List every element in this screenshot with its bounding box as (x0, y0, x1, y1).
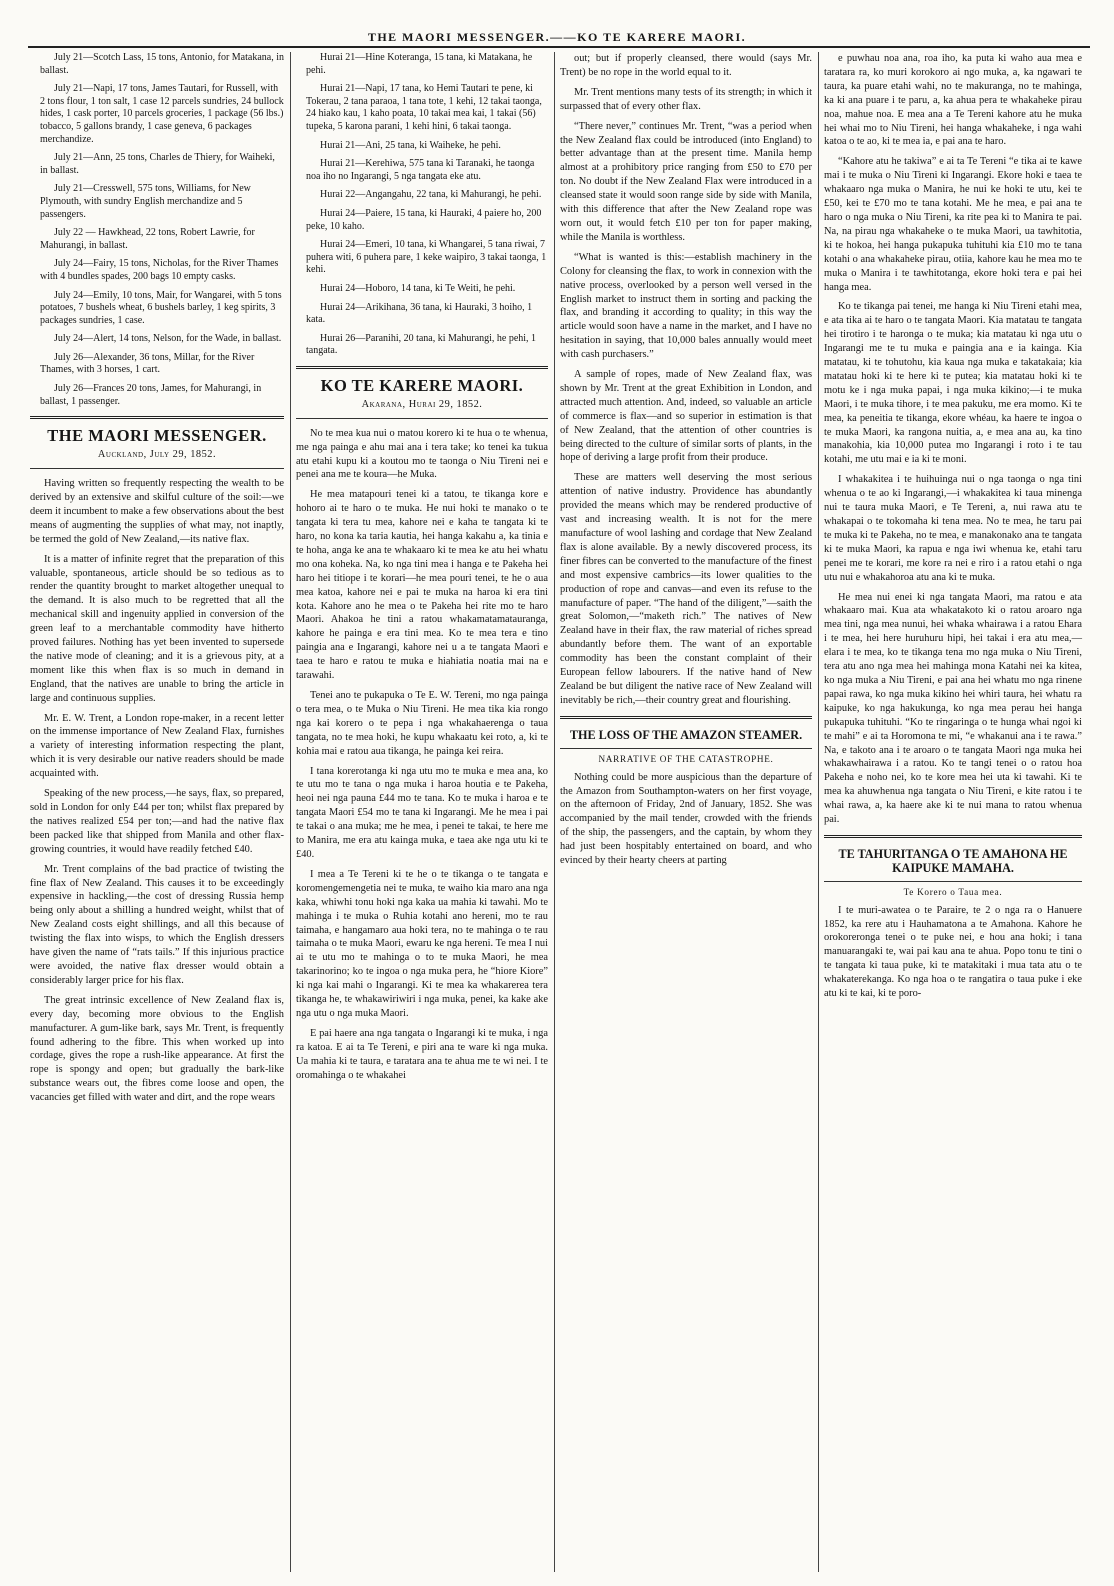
article-paragraph: I mea a Te Tereni ki te he o te tikanga o te tangata e koromengemengetia nei te muka, te waiho kia maro ana nga kaka, whiwhi tonu hoki nga kaka ua mahia ki tawahi. Mo te mahinga i te muka o Ruhia kotahi ano hereni, mo te rau taimaha, e hangamaro aua hoki tera, no te mahinga o te rau taimaha o te muka Maori, ewaru ke nga hereni. Te mea I nui ai te utu mo te mahinga o to te muka Maori, he mea takarinorino; ko te ingoa o nga muka pera, he “hiore Kiore” ki nga kai mahi o Ingarangi. Ki te mea ka whakarerea tera tikanga he, te whakawiriwiri i nga muka, penei, ka kake ake nga utu o nga muka Maori. (296, 868, 548, 1019)
amahona-narrative-paragraph: I te muri-awatea o te Paraire, te 2 o nga ra o Hanuere 1852, ka rere atu i Hauhamatona a te Amahona. Kahore he orokoreronga tenei o te puke nei, e hou ana hoki; i tana manuarangaki te, wai pai kau ana te ahua. Popo tonu te tini o te tangata ki taua puke, ki te matakitaki i mua tata atu o te whakaterekanga. Ko nga hoa o te rangatira o taua puke i eke atu ki te kai, ki te poro- (824, 904, 1082, 1000)
shipping-entry: Hurai 24—Arikihana, 36 tana, ki Hauraki, 3 hoiho, 1 kata. (306, 301, 533, 326)
article-paragraph: Speaking of the new process,—he says, flax, so prepared, sold in London for only £44 per ton; whilst flax prepared by the natives realized £54 per ton;—and had the native flax been packed like that shipped from Manila and other flax-growing countries, it would have readily fetched £40. (30, 788, 284, 855)
masthead-rule (30, 416, 284, 419)
article-paragraph: Tenei ano te pukapuka o Te E. W. Tereni, mo nga painga o tera mea, o te Muka o Niu Tireni. He mea tika kia rongo nga kai korero o te pepa i nga whakahaerenga o taua tangata, no te mea hoki, he kupu whakaatu kei roto, a, ki te kohia mai e ratou aua tikanga, he painga kei reira. (296, 690, 548, 757)
article-body-english (30, 477, 284, 1105)
article-paragraph: Mr. Trent mentions many tests of its strength; in which it surpassed that of every other flax. (560, 86, 812, 112)
article-paragraph: Mr. E. W. Trent, a London rope-maker, in a recent letter on the immense importance of New Zealand Flax, furnishes a variety of interesting information respecting the plant, which it is very desirable our native readers should be made acquainted with. (30, 712, 284, 780)
shipping-entry: July 21—Napi, 17 tons, James Tautari, for Russell, with 2 tons flour, 1 ton salt, 1 case 12 parcels sundries, 24 bullock hides, 1 cask porter, 10 parcels groceries, 1 package (56 lbs.) tobacco, 5 gallons brandy, 1 case geneva, 6 packages merchandize. (40, 83, 284, 145)
shipping-list-maori (296, 52, 548, 358)
shipping-entry: Hurai 24—Hoboro, 14 tana, ki Te Weiti, he pehi. (320, 282, 516, 294)
shipping-entry: July 21—Ann, 25 tons, Charles de Thiery, for Waiheki, in ballast. (40, 152, 275, 176)
column-3 (560, 52, 812, 868)
running-head: THE MAORI MESSENGER.——KO TE KARERE MAORI. (367, 30, 747, 44)
section-title-amazon: THE LOSS OF THE AMAZON STEAMER. (569, 727, 803, 742)
article-paragraph: These are matters well deserving the most serious attention of native industry. Providence has abundantly provided the means which may be rendered productive of vast and increasing wealth. It is not for the mere manufacture of wool lashing and cordage that New Zealand flax is alone available. By a newly discovered process, its finer fibres can be converted to the manufacture of the finest and most expensive cambrics—its lower qualities to the production of rope and canvas—and even its refuse to the manufacture of paper. “The hand of the diligent,”—saith the great Solomon,—“maketh rich.” The natives of New Zealand have in their flax, the raw material of riches spread abundantly before them. The want of an exportable commodity has been the constant complaint of their European fellow labourers. If the native hand of New Zealand be but diligent the native race of New Zealand will inevitably be rich,—their country great and flourishing. (560, 472, 812, 706)
column-2 (296, 52, 548, 1088)
shipping-entry: July 24—Alert, 14 tons, Nelson, for the Wade, in ballast. (54, 333, 282, 345)
article-body-maori-continued (824, 52, 1082, 827)
column-1 (30, 52, 284, 1111)
shipping-entry: Hurai 21—Hine Koteranga, 15 tana, ki Matakana, he pehi. (306, 52, 533, 76)
section-rule-thin (824, 881, 1082, 882)
amazon-narrative-paragraph: Nothing could be more auspicious than the departure of the Amazon from Southampton-waters on her first voyage, on the afternoon of Friday, 2nd of January, 1852. She was accompanied by the mail tender, crowded with the friends of the ship, the passengers, and the captain, by whom they had just been hospitably entertained on board, and who evinced by their hearty cheers at parting (560, 771, 812, 867)
shipping-entry: July 21—Cresswell, 575 tons, Williams, for New Plymouth, with sundry English merchandize and 5 passengers. (40, 183, 251, 220)
top-rule (28, 46, 1090, 48)
shipping-entry: Hurai 22—Angangahu, 22 tana, ki Mahurangi, he pehi. (320, 189, 542, 201)
article-paragraph: Having written so frequently respecting the wealth to be derived by an extensive and skilful culture of the soil:—we deem it incumbent to make a few observations about the best means of augmenting the supplies of what may, not inaptly, be termed the gold of New Zealand,—its native flax. (30, 478, 284, 545)
column-divider (290, 52, 291, 1572)
shipping-entry: July 24—Emily, 10 tons, Mair, for Wangarei, with 5 tons potatoes, 7 bushels wheat, 6 bushels barley, 1 keg spirits, 3 packages sundries, 1 case. (40, 289, 282, 326)
dateline-maori: Akarana, Hurai 29, 1852. (296, 398, 548, 419)
article-paragraph: “Kahore atu he takiwa” e ai ta Te Tereni “e tika ai te kawe mai i te muka o Niu Tireni ki Ingarangi. Ekore hoki e taea te whakaaro nga muka o Manira, he nui ke hoki te utu, kei te £50, kei te £70 mo te tana kotahi. Me he mea, e pai ana te haro o nga muka o Niu Tireni, ka rite pea ki to Manira te pai. Na, na pirau nga whakaheke o te muka Maori, ua tawhitotia, ki te hokoa, hei hanga pukapuka tuhituhi kia £10 mo te tana kotahi o ana whakaheke pirau, otiia, kahore kau he mea mo te muka o Manira i te tawhitotanga, ekore hoki tera e pai hei hanga mea. (824, 156, 1082, 293)
article-body-maori (296, 427, 548, 1083)
column-divider (818, 52, 819, 1572)
masthead-maori: KO TE KARERE MAORI. (320, 375, 524, 395)
shipping-entry: July 24—Fairy, 15 tons, Nicholas, for the River Thames with 4 bundles spades, 200 bags 10 empty casks. (40, 258, 279, 282)
masthead-english: THE MAORI MESSENGER. (47, 426, 267, 446)
article-paragraph: e puwhau noa ana, roa iho, ka puta ki waho aua mea e taratara ra, ko muri korokoro ai ngo muka, a, ka ngawari te taura, ka puare etahi wahi, no te makuranga, no te mahinga, ka ki ana puare i te paru, a, ka ahua pera te whakaheke pirau noa, mahue noa. E mea ana a Te Tereni kahore atu he muka hei whai mo to Niu Tireni, hei hanga whakaheke, i nga wahi katoa o te ao, ki te mea ia, e pai ana te haro. (824, 53, 1082, 148)
shipping-entry: Hurai 21—Napi, 17 tana, ko Hemi Tautari te pene, ki Tokerau, 2 tana paraoa, 1 tana tote, 1 kehi, 12 takai taonga, 24 hiako kau, 1 kaho poata, 10 takai mea kai, 1 takai (56) tupeka, 5 karona parani, 1 kehi hini, 6 takai taonga. (306, 83, 542, 132)
section-title-amahona: TE TAHURITANGA O TE AMAHONA HE KAIPUKE MAMAHA. (838, 846, 1068, 875)
article-paragraph: I whakakitea i te huihuinga nui o nga taonga o nga tini whenua o te ao ki Ingarangi,—i whakakitea ki taua minenga nui te taura muka Maori, e Te Tereni, a, nui rawa atu te whakapai o te tokomaha ki tena mea. No te mea, he taru pai te muka ki te Pakeha, no te mea, e manakonako ana te tangata ki te muka Maori, ka rapua e nga iwi whenua ke, etahi taru penei me te korari, me kore ra nei e riro i a ratou etahi o nga utu nui e whakahoroa atu ana ki te muka. (824, 474, 1082, 583)
section-rule (824, 835, 1082, 838)
article-paragraph: A sample of ropes, made of New Zealand flax, was shown by Mr. Trent at the great Exhibition in London, and attracted much attention. And, indeed, so valuable an article of commerce is flax—and so superior in estimation is that of New Zealand, that the attention of other countries is being directed to the culture of similar sorts of plants, in the hope of deriving a large profit from their produce. (560, 369, 812, 464)
shipping-entry: July 21—Scotch Lass, 15 tons, Antonio, for Matakana, in ballast. (40, 52, 284, 76)
masthead-rule (296, 366, 548, 369)
article-paragraph: It is a matter of infinite regret that the preparation of this valuable, spontaneous, article should be so tedious as to render the quantity brought to market altogether unequal to the demand. It is also much to be regretted that all the mechanical skill and ingenuity applied in conversion of the green leaf to a merchantable commodity have hitherto proved failures. Nothing has yet been invented to supersede the native mode of cleaning; and it is a grievous pity, at a moment like this when flax is so much in demand in England, that the natives are unable to bring the article in large and continuous supplies. (30, 553, 284, 704)
shipping-entry: Hurai 24—Paiere, 15 tana, ki Hauraki, 4 paiere ho, 200 peke, 10 kaho. (306, 207, 542, 232)
article-paragraph: He mea nui enei ki nga tangata Maori, ma ratou e ata whakaaro mai. Kua ata whakatakoto ki o ratou aroaro nga mea tini, nga mea nunui, hei whaka whairawa i a ratou Ehara i te mea, hei here huruhuru hipi, hei takai i era atu mea,—elara i te mea, ko te tikanga tena mo nga muka o Niu Tireni, tera atu ano nga mea hei mahinga mona Katahi nei ka kitea, ko nga muka a Niu Tireni, e pai ana hei whatu mo nga rinene papai rawa, ko nga muka kikino hei whiri taura, hei whatu ra kaipuke, ko nga hakukunga, ko nga mea perau hei hanga pukapuka tuhituhi. “Ko te ringaringa o te hunga whai ngoi ki te mahi” e ai ta Horomona te mi, “e whakanui ana i te rawa.” Na, e takoto ana i te aroaro o te tangata Maori nga muka hei whakawhairawa i a ratou. Ko te tangi tenei o o ratou hoa Pakeha e noho nei, ko te kore mea hei uta ki tawahi. Ki te mea ka ahuwhenua nga tangata o Niu Tireni, e kite ratou i te whai rawa, a, ka haere ake ki te nui mana to ratou whenua pai. (824, 591, 1082, 826)
dateline-english: Auckland, July 29, 1852. (30, 448, 284, 469)
article-paragraph: I tana korerotanga ki nga utu mo te muka e mea ana, ko te utu mo te tana o nga muka i haroa houtia e te Pakeha, heoi nei nga pauna £44 mo te tana. Ko te muka i haroa e te tangata Maori £54 mo te tana ki Ingarangi. Me he mea i pai te takai o ana muka; me he mea, i penei te takai, te here me to Manira, me era atu kainga muka, e taea ake nga utu ki te £40. (296, 765, 548, 860)
column-4 (824, 52, 1082, 1001)
shipping-entry: Hurai 26—Paranihi, 20 tana, ki Mahurangi, he pehi, 1 tangata. (306, 332, 537, 357)
article-paragraph: “There never,” continues Mr. Trent, “was a period when the New Zealand flax could be introduced (into England) to better advantage than at the present time. Manila hemp almost at a prohibitory price ranging from £50 to £70 per ton. No doubt if the New Zealand Flax were introduced in a cleansed state it would soon range side by side with Manila, with this difference that after the New Zealand rope was worn out, it would fetch £10 per ton for paper making, while the Manila is worthless. (560, 120, 812, 243)
article-paragraph: E pai haere ana nga tangata o Ingarangi ki te muka, i nga ra katoa. E ai ta Te Tereni, e piri ana te ware ki nga muka. Ua mahia ki te taura, e taratara ana te ahua me te wi nei. I te oromahinga o te whakahei (296, 1027, 548, 1081)
section-subtitle-amazon: NARRATIVE OF THE CATASTROPHE. (598, 753, 774, 764)
article-paragraph: out; but if properly cleansed, there would (says Mr. Trent) be no rope in the world equal to it. (560, 53, 812, 78)
shipping-entry: July 26—Frances 20 tons, James, for Mahurangi, in ballast, 1 passenger. (40, 383, 262, 407)
article-body-english-continued (560, 52, 812, 708)
shipping-entry: Hurai 21—Kerehiwa, 575 tana ki Taranaki, he taonga noa iho no Ingarangi, 5 nga tangata eke atu. (306, 158, 535, 182)
shipping-entry: July 26—Alexander, 36 tons, Millar, for the River Thames, with 3 horses, 1 cart. (40, 351, 255, 376)
shipping-list-english (30, 52, 284, 408)
shipping-entry: Hurai 21—Ani, 25 tana, ki Waiheke, he pehi. (320, 139, 501, 151)
section-subtitle-amahona: Te Korero o Taua mea. (903, 886, 1003, 897)
article-paragraph: Ko te tikanga pai tenei, me hanga ki Niu Tireni etahi mea, e ata tika ai te haro o te tangata Maori. Kia matatau te tangata hei tirotiro i te haronga o te muka; kia matatau ki nga utu o Ingarangi me te tu muka e paingia ana e ia kainga. Kia matatau, ki te tohutohu, kia kaua nga muka e takatakaia; kia matatau hoki ki te here ki te putea; kia matatau hoki ki te motu ke i nga muka papai, i nga muka kikino;—i te muka Maori, i te muka tihore, i te mea pakuku, me era momo. Ki te mea, ka peneitia te tikanga, ekore whéau, ka haere te ingoa o te muka Maori, ka rangona nuitia, a, e mea ana au, ka tino manakohia, kia 10,000 putea mo Ingarangi i roto i te tau kotahi, me utu mai e ia ki te moni. (824, 301, 1082, 466)
shipping-entry: Hurai 24—Emeri, 10 tana, ki Whangarei, 5 tana riwai, 7 puhera witi, 6 puhera pare, 1 keke waipiro, 3 takai taonga, 1 kehi. (306, 239, 547, 276)
article-paragraph: The great intrinsic excellence of New Zealand flax is, every day, becoming more obvious to the English manufacturer. A gum-like bark, says Mr. Trent, is frequently found adhering to the fibre. This when worked up into cordage, gives the rope a rush-like appearance. At first the rope is spongy and open; but gradually the bark-like substance wears out, the fibres come loose and open, the vacancies get filled with water and dirt, and the rope wears (30, 994, 284, 1104)
article-paragraph: Mr. Trent complains of the bad practice of twisting the fine flax of New Zealand. This causes it to be exceedingly expensive in hackling,—the cost of dressing Russia hemp being only about a shilling a hundred weight, whilst that of New Zealand costs eight shillings, and all this because of twisting the flax into wisps, to which the English dressers have given the name of “rats tails.” If this injurious practice were avoided, the native flax dresser would obtain a considerably larger price for his flax. (30, 863, 284, 986)
article-paragraph: “What is wanted is this:—establish machinery in the Colony for cleansing the flax, to work in connexion with the native process, overlooked by a person well versed in the English market to instruct them in sorting and packing the flax, and branding it according to quality; in this way the article would soon have a name in the market, and I have no hesitation in saying, that 10,000 bales annually would meet with cash purchasers.” (560, 251, 812, 361)
shipping-entry: July 22 — Hawkhead, 22 tons, Robert Lawrie, for Mahurangi, in ballast. (40, 227, 255, 251)
article-paragraph: No te mea kua nui o matou korero ki te hua o te whenua, me nga painga e ahu mai ana i tera take; ko tenei ka tukua atu etahi kupu ki a koutou mo te taonga o Niu Tireni nei e penei ana me te koura—he Muka. (296, 427, 548, 481)
section-rule-thin (560, 748, 812, 749)
article-paragraph: He mea matapouri tenei ki a tatou, te tikanga kore e hohoro ai te haro o te muka. He nui hoki te manako o te tangata ki tera tu mea, kahore nei e kaha te tangata ki te haro, no kona ka taria kautia, hei hanga kakahu a, ka tinia e te hoha, anga ke ana te whakaaro ki te mea ke atu hei whatu mo ona koheka. Na, ko nga tini mea i hanga e te Pakeha hei haro hei titiope i te korari—he mea pouri tenei, te he o aua mea katoa, kahore nei e pai te muka na haroa ki era tini kota. Kahore ano he mea o te Pakeha hei rite mo te haro Maori. Ahakoa he tini a ratou whakamatamatauranga, kahore he painga e era tini mea. Ko te mea tera e tino paingia ana e Ingarangi, kahore nei u a te tangata Maori e taea te haro e ratou te muka e hiahiatia noatia mai na e tarawahi. (296, 489, 548, 682)
column-divider (554, 52, 555, 1572)
section-rule (560, 716, 812, 719)
